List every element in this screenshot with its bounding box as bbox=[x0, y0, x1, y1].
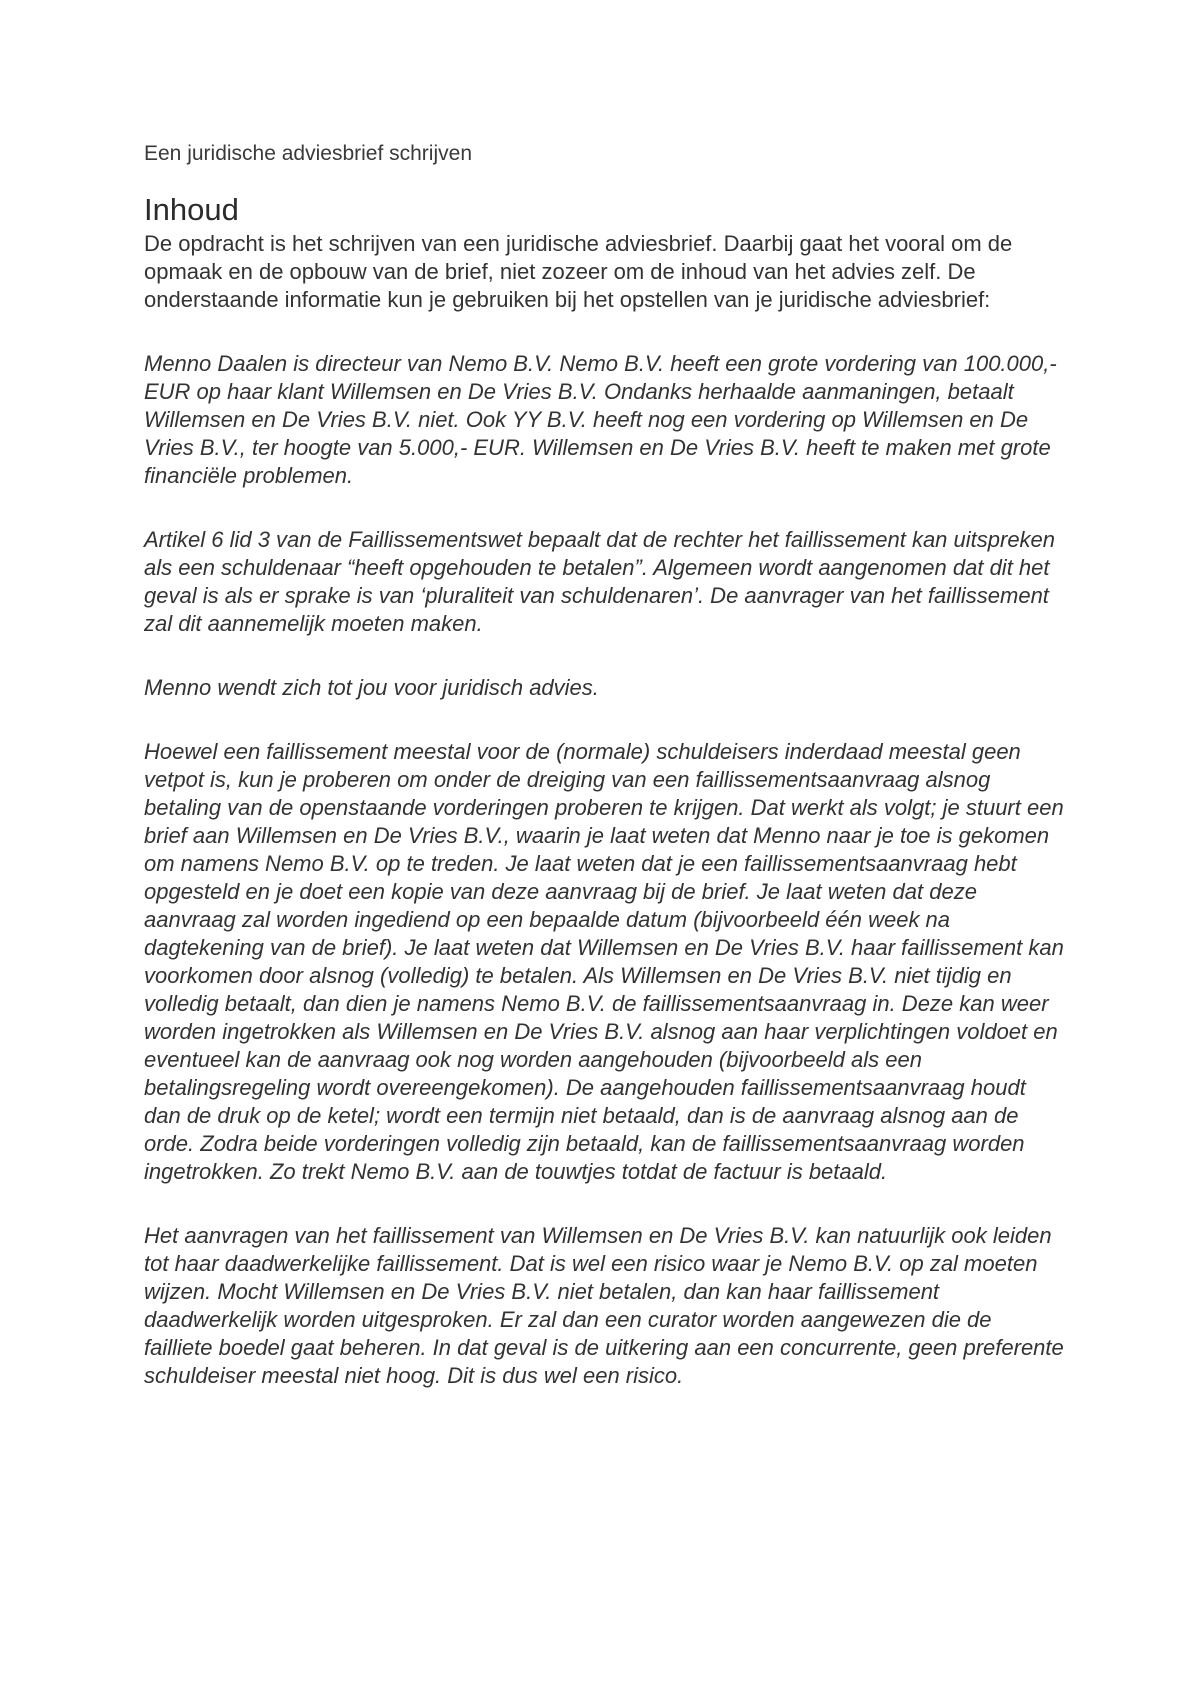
intro-paragraph: De opdracht is het schrijven van een juridische adviesbrief. Daarbij gaat het vooral om de opmaak en de opbouw van de brief, niet zozeer om de inhoud van het advies zelf. De onderstaande informatie kun je gebruiken bij het opstellen van je juridische adviesbrief: bbox=[144, 231, 1013, 312]
case-paragraph-law-article: Artikel 6 lid 3 van de Faillissementswet bepaalt dat de rechter het faillissement kan uitspreken als een schuldenaar “heeft opgehouden te betalen”. Algemeen wordt aangenomen dat dit het geval is als er sprake is van ‘pluraliteit van schuldenaren’. De aanvrager van het faillissement zal dit aannemelijk moeten maken. bbox=[144, 527, 1056, 636]
case-paragraph-approach: Hoewel een faillissement meestal voor de (normale) schuldeisers inderdaad meestal geen vetpot is, kun je proberen om onder de dreiging van een faillissementsaanvraag alsnog betaling van de openstaande vorderingen proberen te krijgen. Dat werkt als volgt; je stuurt een brief aan Willemsen en De Vries B.V., waarin je laat weten dat Menno naar je toe is gekomen om namens Nemo B.V. op te treden. Je laat weten dat je een faillissementsaanvraag hebt opgesteld en je doet een kopie van deze aanvraag bij de brief. Je laat weten dat deze aanvraag zal worden ingediend op een bepaalde datum (bijvoorbeeld één week na dagtekening van de brief). Je laat weten dat Willemsen en De Vries B.V. haar faillissement kan voorkomen door alsnog (volledig) te betalen. Als Willemsen en De Vries B.V. niet tijdig en volledig betaalt, dan dien je namens Nemo B.V. de faillissementsaanvraag in. Deze kan weer worden ingetrokken als Willemsen en De Vries B.V. alsnog aan haar verplichtingen voldoet en eventueel kan de aanvraag ook nog worden aangehouden (bijvoorbeeld als een betalingsregeling wordt overeengekomen). De aangehouden faillissementsaanvraag houdt dan de druk op de ketel; wordt een termijn niet betaald, dan is de aanvraag alsnog aan de orde. Zodra beide vorderingen volledig zijn betaald, kan de faillissementsaanvraag worden ingetrokken. Zo trekt Nemo B.V. aan de touwtjes totdat de factuur is betaald. bbox=[144, 739, 1064, 1184]
case-paragraph-request: Menno wendt zich tot jou voor juridisch advies. bbox=[144, 675, 599, 700]
section-heading: Inhoud bbox=[144, 192, 239, 227]
case-paragraph-situation: Menno Daalen is directeur van Nemo B.V. Nemo B.V. heeft een grote vordering van 100.000,- EUR op haar klant Willemsen en De Vries B.V. Ondanks herhaalde aanmaningen, betaalt Willemsen en De Vries B.V. niet. Ook YY B.V. heeft nog een vordering op Willemsen en De Vries B.V., ter hoogte van 5.000,- EUR. Willemsen en De Vries B.V. heeft te maken met grote financiële problemen. bbox=[144, 351, 1057, 488]
document-title: Een juridische adviesbrief schrijven bbox=[144, 142, 472, 165]
document-page bbox=[144, 140, 1064, 1426]
case-paragraph-risk: Het aanvragen van het faillissement van Willemsen en De Vries B.V. kan natuurlijk ook leiden tot haar daadwerkelijke faillissement. Dat is wel een risico waar je Nemo B.V. op zal moeten wijzen. Mocht Willemsen en De Vries B.V. niet betalen, dan kan haar faillissement daadwerkelijk worden uitgesproken. Er zal dan een curator worden aangewezen die de failliete boedel gaat beheren. In dat geval is de uitkering aan een concurrente, geen preferente schuldeiser meestal niet hoog. Dit is dus wel een risico. bbox=[144, 1223, 1064, 1388]
